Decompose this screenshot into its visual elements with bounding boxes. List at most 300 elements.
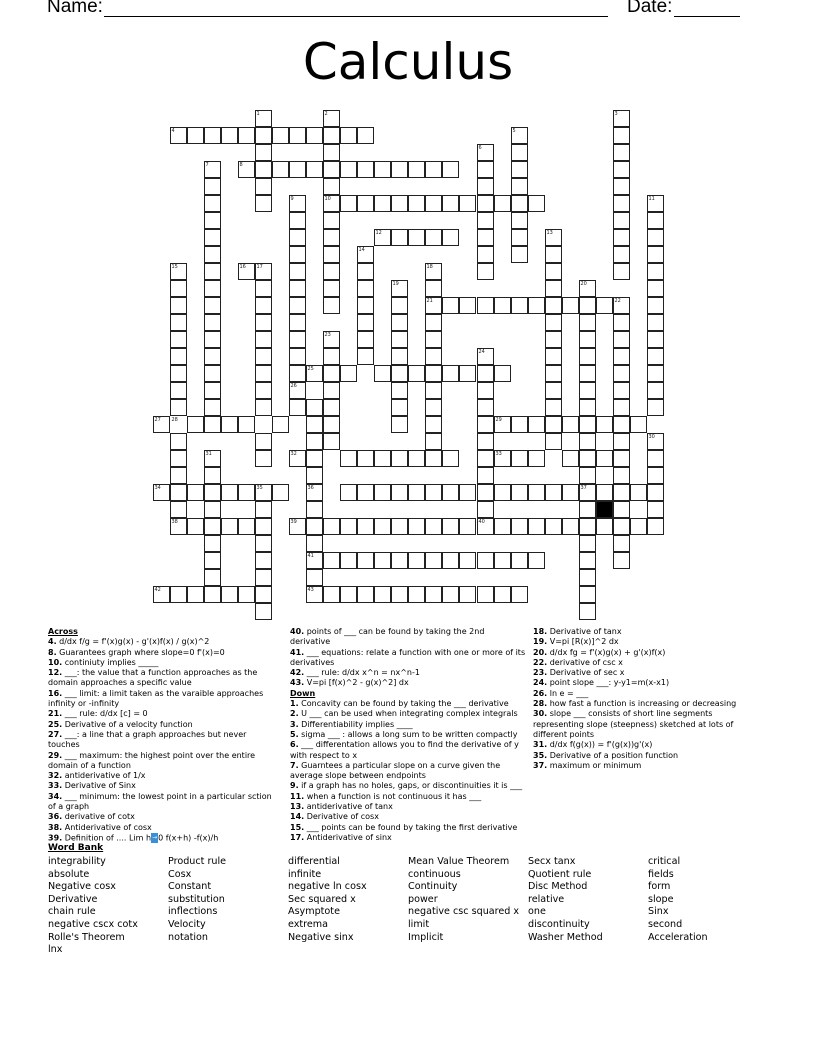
grid-cell[interactable] bbox=[357, 246, 374, 263]
grid-cell[interactable] bbox=[204, 229, 221, 246]
grid-cell[interactable] bbox=[289, 450, 306, 467]
grid-cell[interactable] bbox=[272, 161, 289, 178]
grid-cell[interactable] bbox=[511, 127, 528, 144]
grid-cell[interactable] bbox=[306, 501, 323, 518]
grid-cell[interactable] bbox=[511, 552, 528, 569]
grid-cell[interactable] bbox=[408, 195, 425, 212]
grid-cell[interactable] bbox=[562, 416, 579, 433]
grid-cell[interactable] bbox=[579, 586, 596, 603]
grid-cell[interactable] bbox=[442, 161, 459, 178]
grid-cell[interactable] bbox=[357, 484, 374, 501]
grid-cell[interactable] bbox=[613, 229, 630, 246]
grid-cell[interactable] bbox=[579, 297, 596, 314]
grid-cell[interactable] bbox=[340, 450, 357, 467]
grid-cell[interactable] bbox=[170, 586, 187, 603]
grid-cell[interactable] bbox=[477, 433, 494, 450]
grid-cell[interactable] bbox=[528, 484, 545, 501]
grid-cell[interactable] bbox=[357, 552, 374, 569]
grid-cell[interactable] bbox=[528, 195, 545, 212]
grid-cell[interactable] bbox=[477, 212, 494, 229]
grid-cell[interactable] bbox=[477, 450, 494, 467]
grid-cell[interactable] bbox=[425, 586, 442, 603]
grid-cell[interactable] bbox=[408, 484, 425, 501]
grid-cell[interactable] bbox=[545, 263, 562, 280]
grid-cell[interactable] bbox=[477, 484, 494, 501]
grid-cell[interactable] bbox=[647, 484, 664, 501]
grid-cell[interactable] bbox=[289, 246, 306, 263]
grid-cell[interactable] bbox=[528, 297, 545, 314]
grid-cell[interactable] bbox=[374, 365, 391, 382]
grid-cell[interactable] bbox=[562, 297, 579, 314]
grid-cell[interactable] bbox=[204, 161, 221, 178]
grid-cell[interactable] bbox=[357, 127, 374, 144]
grid-cell[interactable] bbox=[545, 314, 562, 331]
grid-cell[interactable] bbox=[408, 518, 425, 535]
grid-cell[interactable] bbox=[613, 110, 630, 127]
grid-cell[interactable] bbox=[511, 178, 528, 195]
grid-cell[interactable] bbox=[647, 212, 664, 229]
grid-cell[interactable] bbox=[187, 518, 204, 535]
grid-cell[interactable] bbox=[204, 552, 221, 569]
grid-cell[interactable] bbox=[238, 586, 255, 603]
grid-cell[interactable] bbox=[613, 161, 630, 178]
grid-cell[interactable] bbox=[238, 518, 255, 535]
grid-cell[interactable] bbox=[255, 314, 272, 331]
grid-cell[interactable] bbox=[579, 280, 596, 297]
grid-cell[interactable] bbox=[204, 535, 221, 552]
grid-cell[interactable] bbox=[323, 212, 340, 229]
grid-cell[interactable] bbox=[511, 518, 528, 535]
grid-cell[interactable] bbox=[511, 450, 528, 467]
grid-cell[interactable] bbox=[323, 416, 340, 433]
grid-cell[interactable] bbox=[545, 382, 562, 399]
grid-cell[interactable] bbox=[340, 127, 357, 144]
grid-cell[interactable] bbox=[647, 348, 664, 365]
grid-cell[interactable] bbox=[323, 586, 340, 603]
grid-cell[interactable] bbox=[425, 365, 442, 382]
grid-cell[interactable] bbox=[459, 195, 476, 212]
grid-cell[interactable] bbox=[357, 450, 374, 467]
grid-cell[interactable] bbox=[442, 484, 459, 501]
grid-cell[interactable] bbox=[170, 518, 187, 535]
grid-cell[interactable] bbox=[204, 212, 221, 229]
grid-cell[interactable] bbox=[408, 229, 425, 246]
grid-cell[interactable] bbox=[647, 263, 664, 280]
grid-cell[interactable] bbox=[528, 518, 545, 535]
grid-cell[interactable] bbox=[255, 365, 272, 382]
grid-cell[interactable] bbox=[425, 195, 442, 212]
grid-cell[interactable] bbox=[579, 399, 596, 416]
grid-cell[interactable] bbox=[255, 297, 272, 314]
grid-cell[interactable] bbox=[459, 518, 476, 535]
grid-cell[interactable] bbox=[323, 365, 340, 382]
grid-cell[interactable] bbox=[340, 586, 357, 603]
grid-cell[interactable] bbox=[647, 518, 664, 535]
grid-cell[interactable] bbox=[647, 297, 664, 314]
grid-cell[interactable] bbox=[289, 195, 306, 212]
grid-cell[interactable] bbox=[323, 144, 340, 161]
grid-cell[interactable] bbox=[323, 280, 340, 297]
grid-cell[interactable] bbox=[613, 314, 630, 331]
grid-cell[interactable] bbox=[528, 416, 545, 433]
grid-cell[interactable] bbox=[255, 484, 272, 501]
grid-cell[interactable] bbox=[374, 161, 391, 178]
grid-cell[interactable] bbox=[613, 416, 630, 433]
grid-cell[interactable] bbox=[528, 450, 545, 467]
grid-cell[interactable] bbox=[613, 178, 630, 195]
grid-cell[interactable] bbox=[255, 110, 272, 127]
grid-cell[interactable] bbox=[613, 297, 630, 314]
grid-cell[interactable] bbox=[579, 331, 596, 348]
grid-cell[interactable] bbox=[442, 195, 459, 212]
grid-cell[interactable] bbox=[613, 348, 630, 365]
grid-cell[interactable] bbox=[391, 365, 408, 382]
grid-cell[interactable] bbox=[289, 280, 306, 297]
grid-cell[interactable] bbox=[613, 450, 630, 467]
grid-cell[interactable] bbox=[630, 518, 647, 535]
grid-cell[interactable] bbox=[647, 195, 664, 212]
grid-cell[interactable] bbox=[425, 331, 442, 348]
grid-cell[interactable] bbox=[170, 280, 187, 297]
grid-cell[interactable] bbox=[238, 263, 255, 280]
grid-cell[interactable] bbox=[477, 297, 494, 314]
grid-cell[interactable] bbox=[289, 229, 306, 246]
grid-cell[interactable] bbox=[391, 518, 408, 535]
grid-cell[interactable] bbox=[323, 110, 340, 127]
grid-cell[interactable] bbox=[562, 450, 579, 467]
grid-cell[interactable] bbox=[613, 501, 630, 518]
grid-cell[interactable] bbox=[630, 416, 647, 433]
grid-cell[interactable] bbox=[425, 416, 442, 433]
grid-cell[interactable] bbox=[425, 263, 442, 280]
grid-cell[interactable] bbox=[170, 263, 187, 280]
grid-cell[interactable] bbox=[425, 280, 442, 297]
grid-cell[interactable] bbox=[306, 399, 323, 416]
grid-cell[interactable] bbox=[459, 586, 476, 603]
grid-cell[interactable] bbox=[391, 586, 408, 603]
grid-cell[interactable] bbox=[425, 314, 442, 331]
grid-cell[interactable] bbox=[425, 382, 442, 399]
grid-cell[interactable] bbox=[255, 280, 272, 297]
grid-cell[interactable] bbox=[613, 246, 630, 263]
grid-cell[interactable] bbox=[545, 246, 562, 263]
grid-cell[interactable] bbox=[647, 450, 664, 467]
grid-cell[interactable] bbox=[647, 382, 664, 399]
grid-cell[interactable] bbox=[442, 450, 459, 467]
grid-cell[interactable] bbox=[391, 416, 408, 433]
grid-cell[interactable] bbox=[511, 297, 528, 314]
grid-cell[interactable] bbox=[511, 161, 528, 178]
grid-cell[interactable] bbox=[340, 161, 357, 178]
grid-cell[interactable] bbox=[442, 518, 459, 535]
grid-cell[interactable] bbox=[391, 229, 408, 246]
grid-cell[interactable] bbox=[613, 212, 630, 229]
grid-cell[interactable] bbox=[613, 552, 630, 569]
grid-cell[interactable] bbox=[289, 331, 306, 348]
grid-cell[interactable] bbox=[238, 161, 255, 178]
grid-cell[interactable] bbox=[238, 416, 255, 433]
grid-cell[interactable] bbox=[255, 263, 272, 280]
grid-cell[interactable] bbox=[613, 382, 630, 399]
grid-cell[interactable] bbox=[255, 144, 272, 161]
grid-cell[interactable] bbox=[153, 586, 170, 603]
grid-cell[interactable] bbox=[204, 280, 221, 297]
grid-cell[interactable] bbox=[647, 501, 664, 518]
grid-cell[interactable] bbox=[511, 195, 528, 212]
grid-cell[interactable] bbox=[221, 586, 238, 603]
grid-cell[interactable] bbox=[511, 484, 528, 501]
grid-cell[interactable] bbox=[442, 229, 459, 246]
grid-cell[interactable] bbox=[511, 586, 528, 603]
grid-cell[interactable] bbox=[255, 535, 272, 552]
grid-cell[interactable] bbox=[204, 450, 221, 467]
grid-cell[interactable] bbox=[647, 365, 664, 382]
grid-cell[interactable] bbox=[579, 501, 596, 518]
grid-cell[interactable] bbox=[579, 518, 596, 535]
grid-cell[interactable] bbox=[391, 314, 408, 331]
grid-cell[interactable] bbox=[255, 586, 272, 603]
grid-cell[interactable] bbox=[289, 365, 306, 382]
grid-cell[interactable] bbox=[408, 586, 425, 603]
grid-cell[interactable] bbox=[323, 552, 340, 569]
grid-cell[interactable] bbox=[170, 450, 187, 467]
grid-cell[interactable] bbox=[306, 450, 323, 467]
grid-cell[interactable] bbox=[323, 263, 340, 280]
grid-cell[interactable] bbox=[170, 127, 187, 144]
grid-cell[interactable] bbox=[477, 501, 494, 518]
grid-cell[interactable] bbox=[545, 433, 562, 450]
grid-cell[interactable] bbox=[204, 399, 221, 416]
grid-cell[interactable] bbox=[255, 518, 272, 535]
grid-cell[interactable] bbox=[340, 484, 357, 501]
grid-cell[interactable] bbox=[647, 433, 664, 450]
grid-cell[interactable] bbox=[425, 484, 442, 501]
grid-cell[interactable] bbox=[170, 365, 187, 382]
grid-cell[interactable] bbox=[289, 382, 306, 399]
grid-cell[interactable] bbox=[170, 382, 187, 399]
grid-cell[interactable] bbox=[357, 314, 374, 331]
grid-cell[interactable] bbox=[579, 535, 596, 552]
grid-cell[interactable] bbox=[494, 552, 511, 569]
grid-cell[interactable] bbox=[425, 297, 442, 314]
grid-cell[interactable] bbox=[289, 399, 306, 416]
grid-cell[interactable] bbox=[442, 365, 459, 382]
grid-cell[interactable] bbox=[596, 450, 613, 467]
grid-cell[interactable] bbox=[477, 416, 494, 433]
grid-cell[interactable] bbox=[477, 399, 494, 416]
grid-cell[interactable] bbox=[306, 416, 323, 433]
grid-cell[interactable] bbox=[255, 433, 272, 450]
grid-cell[interactable] bbox=[647, 399, 664, 416]
grid-cell[interactable] bbox=[357, 280, 374, 297]
grid-cell[interactable] bbox=[562, 484, 579, 501]
grid-cell[interactable] bbox=[545, 484, 562, 501]
grid-cell[interactable] bbox=[323, 178, 340, 195]
grid-cell[interactable] bbox=[255, 161, 272, 178]
grid-cell[interactable] bbox=[204, 416, 221, 433]
grid-cell[interactable] bbox=[374, 450, 391, 467]
grid-cell[interactable] bbox=[408, 450, 425, 467]
grid-cell[interactable] bbox=[357, 586, 374, 603]
grid-cell[interactable] bbox=[545, 518, 562, 535]
grid-cell[interactable] bbox=[306, 365, 323, 382]
grid-cell[interactable] bbox=[340, 518, 357, 535]
grid-cell[interactable] bbox=[408, 365, 425, 382]
grid-cell[interactable] bbox=[425, 450, 442, 467]
grid-cell[interactable] bbox=[255, 348, 272, 365]
grid-cell[interactable] bbox=[477, 178, 494, 195]
grid-cell[interactable] bbox=[442, 552, 459, 569]
grid-cell[interactable] bbox=[289, 212, 306, 229]
grid-cell[interactable] bbox=[187, 127, 204, 144]
grid-cell[interactable] bbox=[391, 399, 408, 416]
grid-cell[interactable] bbox=[647, 314, 664, 331]
grid-cell[interactable] bbox=[545, 399, 562, 416]
grid-cell[interactable] bbox=[306, 127, 323, 144]
grid-cell[interactable] bbox=[255, 501, 272, 518]
grid-cell[interactable] bbox=[459, 365, 476, 382]
grid-cell[interactable] bbox=[272, 484, 289, 501]
grid-cell[interactable] bbox=[255, 450, 272, 467]
grid-cell[interactable] bbox=[579, 450, 596, 467]
grid-cell[interactable] bbox=[494, 586, 511, 603]
grid-cell[interactable] bbox=[306, 586, 323, 603]
grid-cell[interactable] bbox=[442, 297, 459, 314]
grid-cell[interactable] bbox=[204, 314, 221, 331]
grid-cell[interactable] bbox=[391, 297, 408, 314]
grid-cell[interactable] bbox=[511, 212, 528, 229]
grid-cell[interactable] bbox=[511, 144, 528, 161]
grid-cell[interactable] bbox=[613, 484, 630, 501]
grid-cell[interactable] bbox=[545, 229, 562, 246]
grid-cell[interactable] bbox=[579, 569, 596, 586]
grid-cell[interactable] bbox=[187, 484, 204, 501]
grid-cell[interactable] bbox=[289, 518, 306, 535]
grid-cell[interactable] bbox=[170, 297, 187, 314]
grid-cell[interactable] bbox=[477, 467, 494, 484]
grid-cell[interactable] bbox=[494, 450, 511, 467]
grid-cell[interactable] bbox=[425, 348, 442, 365]
grid-cell[interactable] bbox=[289, 127, 306, 144]
grid-cell[interactable] bbox=[153, 416, 170, 433]
grid-cell[interactable] bbox=[579, 365, 596, 382]
grid-cell[interactable] bbox=[374, 229, 391, 246]
grid-cell[interactable] bbox=[647, 246, 664, 263]
grid-cell[interactable] bbox=[204, 178, 221, 195]
grid-cell[interactable] bbox=[391, 382, 408, 399]
grid-cell[interactable] bbox=[613, 399, 630, 416]
grid-cell[interactable] bbox=[579, 484, 596, 501]
grid-cell[interactable] bbox=[340, 365, 357, 382]
grid-cell[interactable] bbox=[613, 127, 630, 144]
grid-cell[interactable] bbox=[238, 127, 255, 144]
date-field-line[interactable] bbox=[674, 16, 740, 17]
grid-cell[interactable] bbox=[221, 127, 238, 144]
grid-cell[interactable] bbox=[579, 416, 596, 433]
grid-cell[interactable] bbox=[204, 331, 221, 348]
grid-cell[interactable] bbox=[289, 314, 306, 331]
grid-cell[interactable] bbox=[442, 586, 459, 603]
grid-cell[interactable] bbox=[579, 314, 596, 331]
grid-cell[interactable] bbox=[391, 195, 408, 212]
grid-cell[interactable] bbox=[255, 552, 272, 569]
grid-cell[interactable] bbox=[170, 314, 187, 331]
grid-cell[interactable] bbox=[596, 518, 613, 535]
grid-cell[interactable] bbox=[323, 161, 340, 178]
grid-cell[interactable] bbox=[255, 195, 272, 212]
grid-cell[interactable] bbox=[528, 552, 545, 569]
grid-cell[interactable] bbox=[170, 501, 187, 518]
grid-cell[interactable] bbox=[238, 484, 255, 501]
grid-cell[interactable] bbox=[579, 433, 596, 450]
grid-cell[interactable] bbox=[494, 484, 511, 501]
grid-cell[interactable] bbox=[477, 518, 494, 535]
grid-cell[interactable] bbox=[477, 552, 494, 569]
grid-cell[interactable] bbox=[596, 416, 613, 433]
grid-cell[interactable] bbox=[579, 552, 596, 569]
grid-cell[interactable] bbox=[306, 484, 323, 501]
grid-cell[interactable] bbox=[204, 365, 221, 382]
grid-cell[interactable] bbox=[374, 195, 391, 212]
grid-cell[interactable] bbox=[306, 161, 323, 178]
grid-cell[interactable] bbox=[323, 127, 340, 144]
grid-cell[interactable] bbox=[613, 331, 630, 348]
grid-cell[interactable] bbox=[323, 229, 340, 246]
grid-cell[interactable] bbox=[357, 348, 374, 365]
grid-cell[interactable] bbox=[391, 484, 408, 501]
grid-cell[interactable] bbox=[204, 501, 221, 518]
name-field-line[interactable] bbox=[104, 16, 608, 17]
grid-cell[interactable] bbox=[374, 552, 391, 569]
grid-cell[interactable] bbox=[391, 161, 408, 178]
grid-cell[interactable] bbox=[545, 416, 562, 433]
grid-cell[interactable] bbox=[153, 484, 170, 501]
grid-cell[interactable] bbox=[596, 484, 613, 501]
grid-cell[interactable] bbox=[255, 382, 272, 399]
grid-cell[interactable] bbox=[170, 331, 187, 348]
grid-cell[interactable] bbox=[647, 331, 664, 348]
grid-cell[interactable] bbox=[357, 263, 374, 280]
grid-cell[interactable] bbox=[613, 467, 630, 484]
grid-cell[interactable] bbox=[647, 467, 664, 484]
grid-cell[interactable] bbox=[545, 280, 562, 297]
grid-cell[interactable] bbox=[306, 569, 323, 586]
grid-cell[interactable] bbox=[255, 569, 272, 586]
grid-cell[interactable] bbox=[459, 552, 476, 569]
grid-cell[interactable] bbox=[204, 569, 221, 586]
grid-cell[interactable] bbox=[630, 484, 647, 501]
grid-cell[interactable] bbox=[596, 297, 613, 314]
grid-cell[interactable] bbox=[545, 348, 562, 365]
grid-cell[interactable] bbox=[289, 297, 306, 314]
grid-cell[interactable] bbox=[323, 331, 340, 348]
grid-cell[interactable] bbox=[357, 195, 374, 212]
grid-cell[interactable] bbox=[647, 280, 664, 297]
grid-cell[interactable] bbox=[323, 246, 340, 263]
grid-cell[interactable] bbox=[255, 331, 272, 348]
grid-cell[interactable] bbox=[204, 348, 221, 365]
grid-cell[interactable] bbox=[255, 127, 272, 144]
grid-cell[interactable] bbox=[545, 365, 562, 382]
grid-cell[interactable] bbox=[374, 518, 391, 535]
grid-cell[interactable] bbox=[494, 195, 511, 212]
grid-cell[interactable] bbox=[306, 552, 323, 569]
grid-cell[interactable] bbox=[170, 467, 187, 484]
grid-cell[interactable] bbox=[255, 603, 272, 620]
grid-cell[interactable] bbox=[613, 518, 630, 535]
grid-cell[interactable] bbox=[272, 127, 289, 144]
grid-cell[interactable] bbox=[391, 280, 408, 297]
